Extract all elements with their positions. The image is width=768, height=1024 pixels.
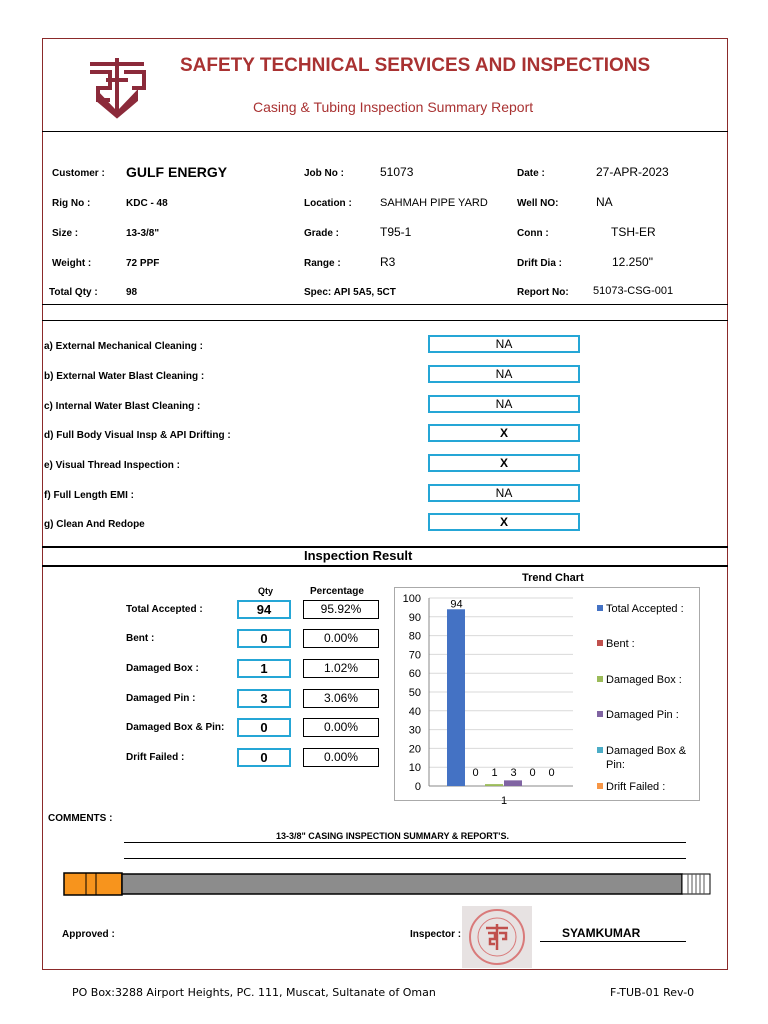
result-qty: 0 — [237, 629, 291, 648]
grade-value: T95-1 — [380, 225, 412, 239]
divider — [42, 320, 728, 321]
result-label: Damaged Pin : — [126, 693, 196, 704]
rig-label: Rig No : — [52, 198, 91, 209]
legend-label: Damaged Box & — [606, 745, 687, 757]
job-value: 51073 — [380, 165, 414, 179]
date-value: 27-APR-2023 — [596, 165, 669, 179]
result-percentage: 3.06% — [303, 689, 379, 708]
signature-line — [540, 941, 686, 942]
drift-dia-label: Drift Dia : — [517, 258, 562, 269]
comments-text: 13-3/8" CASING INSPECTION SUMMARY & REPORT'S. — [276, 831, 509, 841]
range-label: Range : — [304, 258, 341, 269]
drift-dia-value: 12.250" — [612, 255, 653, 269]
result-qty: 1 — [237, 659, 291, 678]
comments-label: COMMENTS : — [48, 813, 113, 824]
result-percentage: 0.00% — [303, 718, 379, 737]
customer-value: GULF ENERGY — [126, 164, 228, 180]
result-label: Damaged Box & Pin: — [126, 722, 225, 733]
report-no-value: 51073-CSG-001 — [593, 285, 674, 297]
result-label: Total Accepted : — [126, 604, 203, 615]
pipe-illustration — [62, 871, 714, 897]
y-tick-label: 20 — [408, 743, 421, 756]
check-label: b) External Water Blast Cleaning : — [44, 371, 205, 382]
trend-chart-svg — [395, 588, 699, 807]
result-qty: 94 — [237, 600, 291, 619]
legend-swatch — [597, 747, 603, 753]
y-tick-label: 50 — [408, 687, 421, 699]
result-percentage: 95.92% — [303, 600, 379, 619]
y-tick-label: 90 — [408, 611, 421, 624]
legend-label: Bent : — [606, 638, 635, 650]
bar — [485, 784, 503, 786]
approved-label: Approved : — [62, 929, 115, 940]
check-status-box: NA — [428, 395, 580, 413]
data-label: 0 — [529, 767, 536, 779]
certified-stamp-icon — [462, 906, 532, 968]
company-logo — [84, 54, 150, 120]
result-percentage: 0.00% — [303, 748, 379, 767]
result-label: Bent : — [126, 633, 155, 644]
result-qty: 0 — [237, 718, 291, 737]
grade-label: Grade : — [304, 228, 340, 239]
bar — [504, 780, 522, 786]
company-address: PO Box:3288 Airport Heights, PC. 111, Muscat, Sultanate of Oman — [72, 986, 436, 999]
spec-value: Spec: API 5A5, 5CT — [304, 287, 396, 298]
inspection-result-title: Inspection Result — [304, 548, 413, 563]
divider — [42, 304, 728, 305]
check-status-box: NA — [428, 484, 580, 502]
percentage-header: Percentage — [310, 586, 364, 597]
data-label: 0 — [548, 767, 555, 779]
legend-swatch — [597, 676, 603, 682]
result-qty: 0 — [237, 748, 291, 767]
data-label: 0 — [472, 767, 479, 779]
check-status-box: X — [428, 454, 580, 472]
y-tick-label: 70 — [408, 649, 421, 662]
legend-swatch — [597, 640, 603, 646]
size-label: Size : — [52, 228, 79, 239]
y-tick-label: 100 — [402, 593, 421, 605]
legend-swatch — [597, 605, 603, 611]
check-status-box: NA — [428, 335, 580, 353]
result-percentage: 0.00% — [303, 629, 379, 648]
well-label: Well NO: — [517, 198, 559, 209]
legend-label: Damaged Pin : — [606, 709, 679, 721]
check-label: e) Visual Thread Inspection : — [44, 460, 180, 471]
y-tick-label: 30 — [408, 724, 421, 737]
inspector-stamp — [462, 906, 532, 968]
company-name: SAFETY TECHNICAL SERVICES AND INSPECTIONS — [180, 55, 651, 76]
legend-swatch — [597, 783, 603, 789]
check-status-box: NA — [428, 365, 580, 383]
chart-title: Trend Chart — [522, 572, 584, 584]
inspector-name: SYAMKUMAR — [562, 926, 641, 940]
divider — [42, 131, 728, 132]
comment-line — [124, 842, 686, 843]
legend-swatch — [597, 711, 603, 717]
report-no-label: Report No: — [517, 287, 569, 298]
check-label: c) Internal Water Blast Cleaning : — [44, 401, 201, 412]
check-label: a) External Mechanical Cleaning : — [44, 341, 203, 352]
data-label: 94 — [450, 598, 463, 611]
well-value: NA — [596, 195, 613, 209]
weight-label: Weight : — [52, 258, 92, 269]
result-label: Damaged Box : — [126, 663, 199, 674]
weight-value: 72 PPF — [126, 258, 160, 269]
conn-value: TSH-ER — [611, 225, 656, 239]
y-tick-label: 80 — [408, 630, 421, 643]
report-title: Casing & Tubing Inspection Summary Report — [253, 99, 534, 115]
data-label: 3 — [510, 767, 517, 779]
data-label: 1 — [491, 767, 498, 779]
pipe-body — [122, 874, 682, 894]
inspector-label: Inspector : — [410, 929, 462, 940]
rig-value: KDC - 48 — [126, 198, 168, 209]
y-tick-label: 60 — [408, 668, 421, 681]
location-value: SAHMAH PIPE YARD — [380, 197, 488, 209]
date-label: Date : — [517, 168, 545, 179]
x-tick-label: 1 — [500, 795, 508, 807]
result-qty: 3 — [237, 689, 291, 708]
legend-label: Total Accepted : — [606, 603, 684, 615]
form-code: F-TUB-01 Rev-0 — [610, 986, 695, 999]
y-tick-label: 10 — [408, 762, 421, 775]
customer-label: Customer : — [52, 168, 105, 179]
result-percentage: 1.02% — [303, 659, 379, 678]
legend-label: Drift Failed : — [606, 781, 666, 793]
y-tick-label: 0 — [414, 781, 421, 793]
check-status-box: X — [428, 424, 580, 442]
size-value: 13-3/8" — [126, 228, 160, 239]
legend-label: Damaged Box : — [606, 674, 682, 686]
check-status-box: X — [428, 513, 580, 531]
check-label: f) Full Length EMI : — [44, 490, 134, 501]
result-label: Drift Failed : — [126, 752, 185, 763]
pipe-coupling — [64, 873, 122, 895]
qty-header: Qty — [258, 586, 274, 596]
comment-line — [124, 858, 686, 859]
check-label: d) Full Body Visual Insp & API Drifting : — [44, 430, 231, 441]
bar — [447, 609, 465, 786]
total-qty-label: Total Qty : — [49, 287, 98, 298]
trend-chart — [394, 587, 700, 807]
check-label: g) Clean And Redope — [44, 519, 145, 530]
divider — [42, 565, 728, 567]
location-label: Location : — [304, 198, 352, 209]
y-tick-label: 40 — [408, 705, 421, 718]
total-qty-value: 98 — [126, 287, 138, 298]
conn-label: Conn : — [517, 228, 549, 239]
legend-label: Pin: — [606, 759, 625, 771]
range-value: R3 — [380, 255, 396, 269]
job-label: Job No : — [304, 168, 344, 179]
